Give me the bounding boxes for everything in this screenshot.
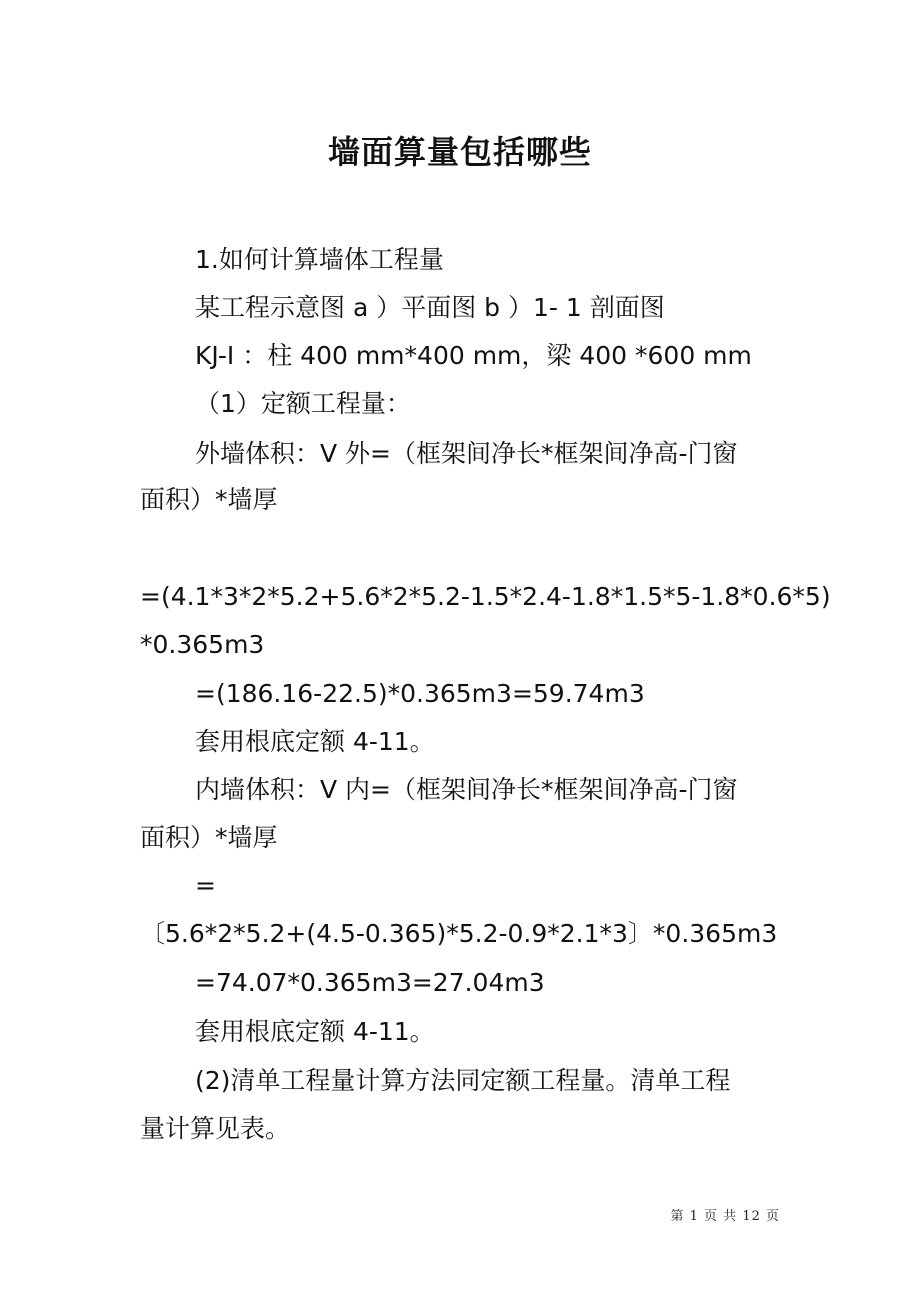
text-line-3: KJ-I ：柱 400 mm*400 mm，梁 400 *600 mm <box>195 341 752 370</box>
text-line-10: 套用根底定额 4-11。 <box>195 727 435 756</box>
text-line-13: = <box>195 871 216 900</box>
text-line-1: 1.如何计算墙体工程量 <box>195 245 444 274</box>
text-line-9: =(186.16-22.5)*0.365m3=59.74m3 <box>195 679 645 708</box>
text-line-16: 套用根底定额 4-11。 <box>195 1017 435 1046</box>
text-line-6: 面积）*墙厚 <box>140 485 278 514</box>
page-footer: 第 1 页 共 12 页 <box>670 1209 780 1224</box>
text-line-15: =74.07*0.365m3=27.04m3 <box>195 968 545 997</box>
document-title: 墙面算量包括哪些 <box>327 133 592 171</box>
text-line-11: 内墙体积：V 内=（框架间净长*框架间净高-门窗 <box>195 775 738 804</box>
text-line-7: =(4.1*3*2*5.2+5.6*2*5.2-1.5*2.4-1.8*1.5*5-1.8*0.6*5) <box>140 582 831 611</box>
text-line-4: （1）定额工程量： <box>195 389 411 418</box>
text-line-5: 外墙体积：V 外=（框架间净长*框架间净高-门窗 <box>195 439 738 468</box>
text-line-17: (2)清单工程量计算方法同定额工程量。清单工程 <box>195 1066 731 1095</box>
text-line-14: 〔5.6*2*5.2+(4.5-0.365)*5.2-0.9*2.1*3〕*0.365m3 <box>140 919 778 948</box>
text-line-8: *0.365m3 <box>140 630 265 659</box>
text-line-18: 量计算见表。 <box>140 1114 291 1143</box>
text-line-12: 面积）*墙厚 <box>140 823 278 852</box>
text-line-2: 某工程示意图 a ）平面图 b ）1- 1 剖面图 <box>195 293 665 322</box>
